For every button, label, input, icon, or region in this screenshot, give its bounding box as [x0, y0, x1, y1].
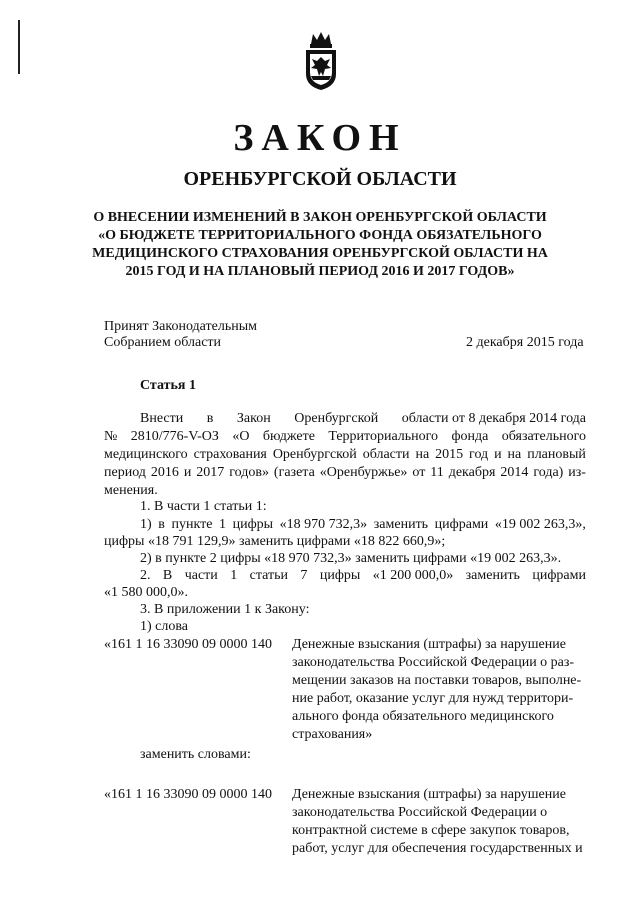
document-region: ОРЕНБУРГСКОЙ ОБЛАСТИ [183, 168, 457, 190]
word: цифры [232, 517, 274, 532]
description-old-line: законодательства Российской Федерации о раз- [292, 655, 575, 670]
point-1-1-line-1 [140, 516, 586, 534]
description-old-line: ального фонда обязательного медицинского [292, 709, 554, 724]
intro-line-4 [104, 464, 586, 482]
word: 2016 [150, 465, 179, 480]
word: годов» [229, 465, 269, 480]
word: год [469, 447, 489, 462]
word: 2017 [196, 465, 225, 480]
word: страхования [193, 447, 267, 462]
point-2-line-1 [140, 567, 586, 585]
word: в [206, 411, 214, 426]
word: и [183, 465, 192, 480]
word: В [162, 568, 173, 583]
word: на [415, 447, 430, 462]
adoption-date: 2 декабря 2015 года [466, 335, 584, 350]
word: цифры [319, 568, 361, 583]
word: 2015 [435, 447, 464, 462]
point-2-line-2: «1 580 000,0». [104, 585, 188, 600]
point-1: 1. В части 1 статьи 1: [140, 499, 267, 514]
word: 2014 [500, 465, 529, 480]
coat-of-arms-emblem [301, 30, 341, 92]
word: области от 8 декабря 2014 года [401, 411, 586, 426]
word: от [412, 465, 426, 480]
word: 1 [230, 568, 238, 583]
word: Оренбургской [294, 411, 379, 426]
intro-line-5: менения. [104, 483, 158, 498]
budget-code-new: «161 1 16 33090 09 0000 140 [104, 787, 272, 802]
word: Оренбургской [272, 447, 357, 462]
description-old-line: ние работ, оказание услуг для нужд территори- [292, 691, 574, 706]
word: № [104, 429, 118, 444]
word: 2810/776-V-ОЗ [130, 429, 219, 444]
word: из- [568, 465, 586, 480]
word: пункте [171, 517, 213, 532]
word: 11 [430, 465, 444, 480]
point-1-2: 2) в пункте 2 цифры «18 970 732,3» заменить цифрами «19 002 263,3». [140, 551, 562, 566]
intro-line-3 [104, 446, 586, 464]
intro-line-2 [104, 428, 586, 446]
word: «19 002 263,3», [494, 517, 586, 532]
word: плановый [527, 447, 586, 462]
point-1-1-line-2: цифры «18 791 129,9» заменить цифрами «18 822 660,9»; [104, 534, 446, 549]
word: фонда [451, 429, 489, 444]
document-subtitle [0, 209, 640, 281]
word: бюджете [262, 429, 315, 444]
word: Внести [140, 411, 184, 426]
subtitle-line: МЕДИЦИНСКОГО СТРАХОВАНИЯ ОРЕНБУРГСКОЙ ОБЛАСТИ НА [92, 246, 548, 261]
adoption-line-1: Принят Законодательным [104, 319, 257, 334]
subtitle-line: «О БЮДЖЕТЕ ТЕРРИТОРИАЛЬНОГО ФОНДА ОБЯЗАТЕЛЬНОГО [98, 228, 542, 243]
budget-code-old: «161 1 16 33090 09 0000 140 [104, 637, 272, 652]
description-new-line: Денежные взыскания (штрафы) за нарушение [292, 787, 566, 802]
word: цифрами [434, 517, 489, 532]
word: Закон [236, 411, 271, 426]
word: «О [232, 429, 250, 444]
word: 7 [300, 568, 308, 583]
subtitle-line: 2015 ГОД И НА ПЛАНОВЫЙ ПЕРИОД 2016 И 2017 ГОДОВ» [125, 264, 515, 279]
word: медицинского [104, 447, 188, 462]
word: на [507, 447, 522, 462]
description-old-line: страхования» [292, 727, 373, 742]
word: 1) [140, 517, 152, 532]
word: области [362, 447, 410, 462]
word: 1 [219, 517, 227, 532]
word: «Оренбуржье» [319, 465, 408, 480]
adoption-line-2: Собранием области [104, 335, 222, 350]
replace-with-label: заменить словами: [140, 747, 251, 762]
point-3: 3. В приложении 1 к Закону: [140, 602, 310, 617]
word: цифрами [532, 568, 586, 583]
word: в [158, 517, 165, 532]
word: 2. [140, 568, 151, 583]
description-new-line: работ, услуг для обеспечения государственных и [292, 841, 583, 856]
word: период [104, 465, 146, 480]
word: (газета [273, 465, 315, 480]
word: Территориального [328, 429, 439, 444]
word: и [494, 447, 502, 462]
word: части [184, 568, 218, 583]
word: статьи [249, 568, 288, 583]
word: «18 970 732,3» [279, 517, 368, 532]
point-3-1: 1) слова [140, 619, 189, 634]
scan-artifact-line [18, 20, 20, 74]
description-old-line: мещении заказов на поставки товаров, выполне- [292, 673, 582, 688]
document-title: ЗАКОН [233, 117, 407, 159]
article-heading: Статья 1 [140, 378, 196, 393]
word: «1 200 000,0» [372, 568, 454, 583]
word: года) [533, 465, 564, 480]
intro-line-1 [140, 410, 586, 428]
word: заменить [465, 568, 520, 583]
subtitle-line: О ВНЕСЕНИИ ИЗМЕНЕНИЙ В ЗАКОН ОРЕНБУРГСКОЙ ОБЛАСТИ [93, 210, 547, 225]
description-old-line: Денежные взыскания (штрафы) за нарушение [292, 637, 566, 652]
word: декабря [448, 465, 496, 480]
description-new-line: законодательства Российской Федерации о [292, 805, 548, 820]
description-new-line: контрактной системе в сфере закупок товаров, [292, 823, 570, 838]
word: заменить [373, 517, 429, 532]
word: обязательного [501, 429, 586, 444]
